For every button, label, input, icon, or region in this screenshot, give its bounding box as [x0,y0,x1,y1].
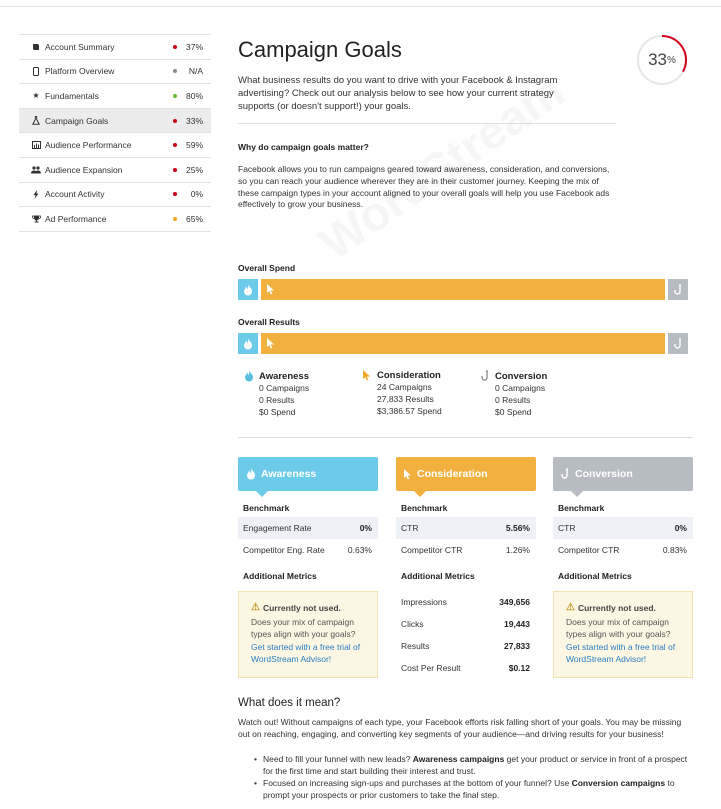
status-dot [173,45,177,49]
card-header [553,457,693,491]
metric-label: Results [401,641,430,651]
benchmark-heading: Benchmark [401,503,448,513]
benchmark-value: 5.56% [505,523,530,533]
card-notch [571,491,583,497]
benchmark-row [396,539,536,561]
legend-campaigns: 24 Campaigns [377,382,432,392]
sidebar-item-score: 80% [185,90,203,101]
sidebar-item-label: Campaign Goals [45,115,109,126]
meaning-text: Watch out! Without campaigns of each type, your Facebook efforts risk falling short of your goals. You may be missing out on reaching, engaging, and converting key segments of your audience—and driving results for your business! [238,717,682,739]
legend-spend: $0 Spend [259,407,296,417]
conversion-card [553,457,693,678]
status-dot [173,192,177,196]
not-used-notice [553,591,693,678]
flame-icon [246,468,256,480]
flame-icon [243,338,253,350]
additional-metrics-heading: Additional Metrics [401,571,475,581]
metric-row [396,591,536,613]
bolt-icon [29,190,43,199]
list-item [254,753,688,777]
benchmark-heading: Benchmark [243,503,290,513]
sidebar-item-label: Audience Performance [45,140,132,151]
not-used-text: Does your mix of campaign types align with your goals? [251,616,356,639]
divider [238,123,616,124]
not-used-title: Currently not used. [262,603,341,613]
hook-icon [674,338,683,350]
card-title: Conversion [575,468,633,480]
consideration-card [396,457,536,679]
benchmark-value: 0.83% [662,545,687,555]
hook-icon [478,370,492,382]
top-divider [0,6,721,7]
benchmark-label: Competitor Eng. Rate [243,545,325,555]
card-notch [414,491,426,497]
legend-awareness [242,370,372,418]
sidebar-item-account-summary[interactable] [19,35,211,60]
overall-results-label: Overall Results [238,317,300,327]
consideration-segment [261,333,665,354]
bar-chart-icon [29,141,43,149]
list-item-emphasis: Awareness campaigns [412,754,505,764]
metric-row [396,657,536,679]
list-item [254,777,688,801]
benchmark-value: 1.26% [505,545,530,555]
sidebar-item-score: 0% [190,189,203,200]
divider [238,437,693,438]
legend-spend: $3,386.57 Spend [377,406,442,416]
legend-results: 0 Results [259,395,295,405]
legend-results: 0 Results [495,395,531,405]
awareness-segment [238,279,258,300]
status-dot [173,217,177,221]
card-title: Consideration [417,468,488,480]
benchmark-label: Engagement Rate [243,523,312,533]
star-icon: ★ [32,91,40,101]
benchmark-label: CTR [558,523,576,533]
meaning-list [254,753,688,801]
cursor-icon [267,338,275,349]
additional-metrics-heading: Additional Metrics [558,571,632,581]
sidebar-item-account-activity[interactable] [19,183,211,208]
metric-value: 27,833 [504,641,530,651]
cursor-icon [360,370,374,381]
benchmark-heading: Benchmark [558,503,605,513]
flame-icon [242,370,256,382]
metric-row [396,613,536,635]
benchmark-label: CTR [401,523,419,533]
sidebar-item-label: Platform Overview [45,66,115,77]
flask-icon [29,116,43,125]
benchmark-value: 0% [359,523,372,533]
card-notch [256,491,268,497]
legend-title: Conversion [495,370,548,382]
mobile-icon [29,67,43,76]
intro-text: What business results do you want to drive with your Facebook & Instagram advertising? Check out our analysis below to see how your current strategy supports (or doesn't support!) your goals. [238,75,558,112]
benchmark-row [553,539,693,561]
metric-label: Cost Per Result [401,663,461,673]
score-value [636,34,688,86]
benchmark-label: Competitor CTR [401,545,463,555]
users-icon [29,166,43,174]
metric-value: 349,656 [499,597,530,607]
flame-icon [243,284,253,296]
sidebar-item-score: N/A [188,66,203,77]
sidebar-item-score: 33% [185,115,203,126]
benchmark-row [238,517,378,539]
metric-label: Impressions [401,597,447,607]
list-item-text: get your product or service in front of a prospect for the first time and start building their interest and trust. [263,754,688,776]
card-header [238,457,378,491]
sidebar-item-label: Ad Performance [45,213,107,224]
score-suffix: % [667,54,676,66]
free-trial-link[interactable]: Get started with a free trial of WordStream Advisor! [566,641,676,664]
cursor-icon [267,284,275,295]
list-item-text: Focused on increasing sign-ups and purchases at the bottom of your funnel? Use [263,778,570,788]
sidebar-item-label: Account Summary [45,41,115,52]
status-dot [173,119,177,123]
cursor-icon [404,469,412,480]
sidebar [19,34,211,232]
sidebar-item-score: 59% [185,140,203,151]
overall-results-bar [238,333,688,354]
main-content [238,30,693,211]
metric-row [396,635,536,657]
legend-results: 27,833 Results [377,394,434,404]
overall-spend-label: Overall Spend [238,263,296,273]
legend-title: Consideration [377,370,441,381]
warning-icon: ⚠ [251,602,260,613]
benchmark-row [396,517,536,539]
why-text: Facebook allows you to run campaigns geared toward awareness, consideration, and conversions, so you can reach your audience wherever they are in their customer journey. Keeping the mix of these campaign types in your account aligned to your overall goals will help you use Facebook ads effectively to grow your business. [238,164,610,210]
conversion-segment [668,279,688,300]
list-item-emphasis: Conversion campaigns [571,778,666,788]
card-header [396,457,536,491]
sidebar-item-label: Account Activity [45,189,105,200]
benchmark-value: 0.63% [347,545,372,555]
book-icon [29,43,43,51]
benchmark-row [238,539,378,561]
overall-spend-bar [238,279,688,300]
status-dot [173,168,177,172]
status-dot [173,143,177,147]
not-used-title: Currently not used. [577,603,656,613]
page-title: Campaign Goals [238,37,402,62]
legend-spend: $0 Spend [495,407,532,417]
metric-label: Clicks [401,619,424,629]
metric-value: 19,443 [504,619,530,629]
sidebar-item-audience-expansion[interactable] [19,158,211,183]
hook-icon [561,468,570,480]
free-trial-link[interactable]: Get started with a free trial of WordStream Advisor! [251,641,361,664]
sidebar-item-campaign-goals[interactable] [19,109,211,134]
legend-campaigns: 0 Campaigns [259,383,310,393]
sidebar-item-fundamentals[interactable] [19,84,211,109]
why-heading: Why do campaign goals matter? [238,142,369,152]
metric-value: $0.12 [508,663,530,673]
sidebar-item-ad-performance[interactable] [19,207,211,232]
sidebar-item-label: Fundamentals [45,90,99,101]
card-title: Awareness [261,468,317,480]
list-item-text: Need to fill your funnel with new leads? [263,754,411,764]
benchmark-value: 0% [674,523,687,533]
campaign-legend [242,370,692,420]
score-number: 33 [648,50,667,69]
not-used-notice [238,591,378,678]
list-item-text: to prompt your prospects or prior customers to take the final step. [263,778,675,800]
status-dot [173,94,177,98]
consideration-segment [261,279,665,300]
awareness-card [238,457,378,678]
sidebar-item-score: 37% [185,41,203,52]
sidebar-item-audience-performance[interactable] [19,133,211,158]
additional-metrics-heading: Additional Metrics [243,571,317,581]
awareness-segment [238,333,258,354]
benchmark-label: Competitor CTR [558,545,620,555]
legend-conversion [478,370,608,418]
not-used-text: Does your mix of campaign types align with your goals? [566,616,671,639]
benchmark-row [553,517,693,539]
sidebar-item-score: 25% [185,164,203,175]
hook-icon [674,284,683,296]
legend-title: Awareness [259,370,309,382]
status-dot [173,69,177,73]
legend-consideration [360,370,490,417]
warning-icon: ⚠ [566,602,575,613]
sidebar-item-platform-overview[interactable] [19,60,211,85]
meaning-heading: What does it mean? [238,697,341,709]
trophy-icon [29,215,43,223]
conversion-segment [668,333,688,354]
legend-campaigns: 0 Campaigns [495,383,546,393]
sidebar-item-label: Audience Expansion [45,164,123,175]
sidebar-item-score: 65% [185,213,203,224]
